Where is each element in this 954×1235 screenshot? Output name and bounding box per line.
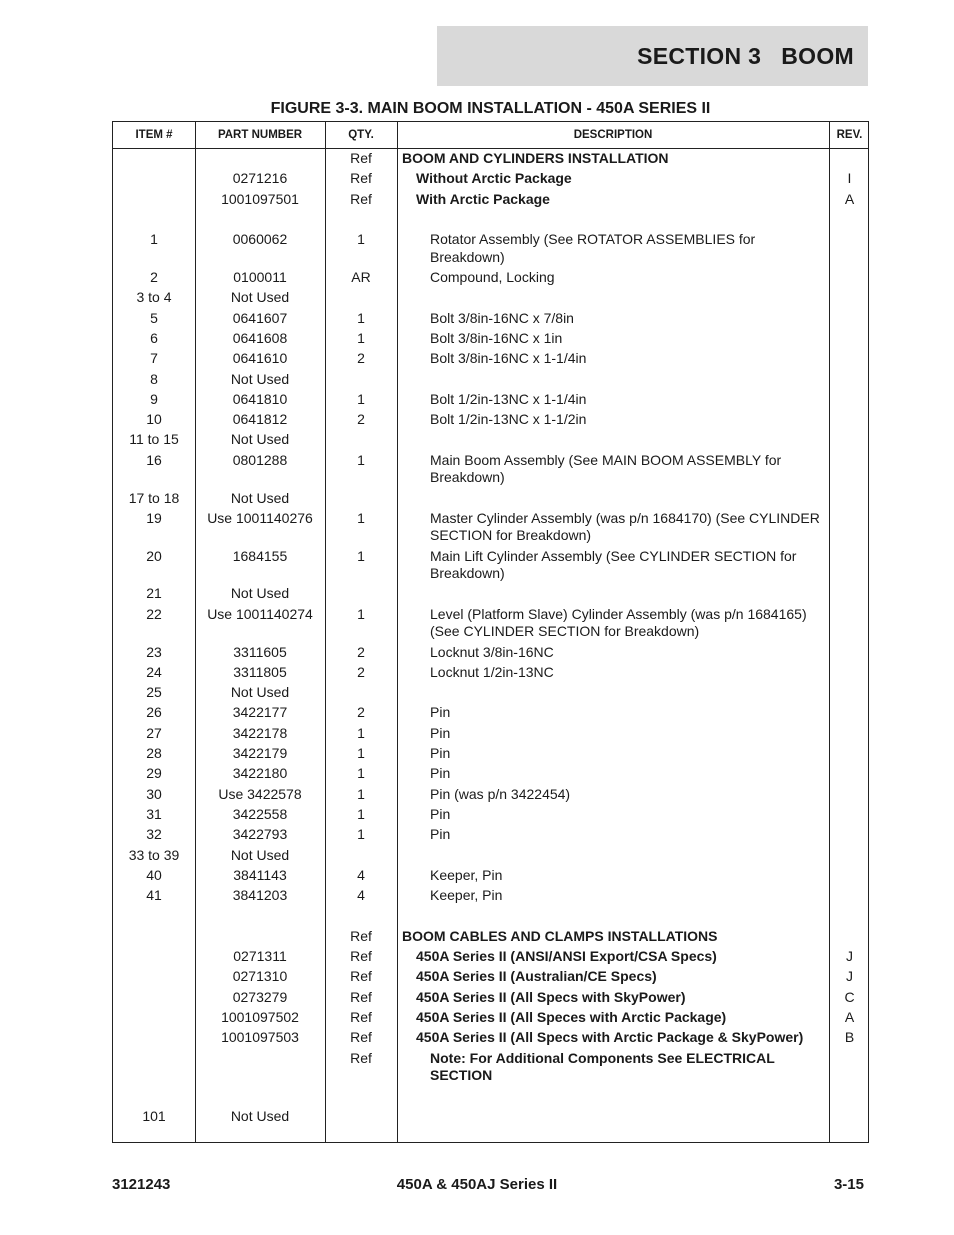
description-cell: Pin	[430, 704, 451, 721]
part-number-cell: 3422178	[232, 724, 288, 741]
item-cell: 17 to 18	[128, 489, 180, 506]
description-cell: BOOM CABLES AND CLAMPS INSTALLATIONS	[402, 927, 718, 944]
item-cell: 27	[146, 724, 162, 741]
part-number-cell: 0641810	[232, 390, 288, 407]
part-number-cell: 0271311	[233, 948, 287, 964]
qty-cell: 1	[357, 451, 365, 468]
description-cell: With Arctic Package	[416, 190, 550, 207]
description-cell: Pin	[430, 765, 451, 782]
description-cell: Bolt 3/8in-16NC x 1in	[430, 329, 563, 346]
item-cell: 41	[146, 887, 162, 904]
part-number-cell: Not Used	[230, 585, 290, 602]
part-number-cell: 3422179	[232, 745, 288, 761]
part-number-cell: 0641610	[232, 350, 288, 367]
item-cell: 5	[150, 309, 158, 326]
description-cell: Pin	[430, 826, 451, 843]
item-cell: 31	[146, 805, 162, 822]
column-header-description: DESCRIPTION	[573, 129, 653, 141]
qty-cell: Ref	[350, 968, 372, 985]
description-cell: Keeper, Pin	[430, 866, 503, 883]
qty-cell: 1	[357, 309, 365, 326]
description-cell: 450A Series II (All Specs with Arctic Package & SkyPower)	[416, 1029, 804, 1046]
description-cell: Locknut 1/2in-13NC	[430, 663, 554, 680]
qty-cell: Ref	[350, 150, 372, 166]
description-cell: Level (Platform Slave) Cylinder Assembly (was p/n 1684165) (See CYLINDER SECTION for Breakdown)	[430, 605, 807, 640]
part-number-cell: 1001097503	[221, 1029, 299, 1046]
description-cell: BOOM AND CYLINDERS INSTALLATION	[402, 150, 669, 166]
description-cell: Bolt 3/8in-16NC x 7/8in	[430, 309, 574, 326]
part-number-cell: 0641812	[232, 411, 288, 428]
part-number-cell: 0271216	[232, 170, 288, 187]
qty-cell: Ref	[350, 1049, 372, 1066]
part-number-cell: 3311805	[233, 663, 287, 680]
footer-model: 450A & 450AJ Series II	[396, 1176, 558, 1193]
item-cell: 26	[146, 704, 162, 721]
rev-cell: I	[847, 170, 852, 187]
part-number-cell: Use 3422578	[218, 785, 302, 802]
description-cell: 450A Series II (ANSI/ANSI Export/CSA Specs)	[416, 948, 717, 964]
column-header-rev: REV.	[836, 129, 863, 141]
part-number-cell: Not Used	[230, 684, 290, 701]
description-cell: Main Lift Cylinder Assembly (See CYLINDER SECTION for Breakdown)	[430, 547, 797, 582]
description-cell: Note: For Additional Components See ELECTRICAL SECTION	[430, 1049, 775, 1083]
part-number-cell: 0060062	[232, 231, 288, 248]
part-number-cell: Not Used	[230, 489, 290, 506]
part-number-cell: Not Used	[230, 370, 290, 387]
section-title: SECTION 3 BOOM	[637, 42, 854, 69]
description-cell: Bolt 1/2in-13NC x 1-1/4in	[430, 390, 587, 407]
item-cell: 22	[146, 605, 162, 622]
qty-cell: 4	[357, 866, 365, 883]
part-number-cell: 3841203	[232, 887, 288, 904]
description-cell: 450A Series II (Australian/CE Specs)	[416, 968, 657, 985]
part-number-cell: 3422180	[232, 765, 288, 782]
item-cell: 33 to 39	[128, 846, 180, 863]
rev-cell: A	[844, 1008, 855, 1025]
item-cell: 2	[150, 269, 158, 285]
part-number-cell: 1684155	[232, 547, 288, 564]
item-cell: 3 to 4	[136, 289, 172, 306]
column-header-part-number: PART NUMBER	[217, 129, 303, 141]
description-cell: Bolt 3/8in-16NC x 1-1/4in	[430, 350, 587, 367]
qty-cell: Ref	[350, 1008, 372, 1025]
rev-cell: C	[844, 988, 855, 1005]
footer-doc-number: 3121243	[112, 1176, 171, 1193]
item-cell: 7	[150, 350, 158, 367]
description-cell: Compound, Locking	[430, 269, 555, 285]
description-cell: Keeper, Pin	[430, 887, 503, 904]
part-number-cell: Not Used	[230, 431, 290, 448]
qty-cell: Ref	[350, 1029, 372, 1046]
item-cell: 21	[146, 585, 162, 602]
part-number-cell: Use 1001140274	[207, 605, 313, 622]
rev-cell: A	[844, 190, 855, 207]
item-cell: 25	[146, 684, 162, 701]
part-number-cell: 0271310	[232, 968, 288, 985]
part-number-cell: 0641608	[232, 329, 288, 346]
item-cell: 19	[146, 509, 162, 526]
item-cell: 40	[146, 866, 162, 883]
item-cell: 1	[150, 231, 158, 248]
item-cell: 10	[146, 411, 162, 428]
item-cell: 101	[142, 1107, 166, 1124]
qty-cell: 1	[357, 390, 365, 407]
qty-cell: Ref	[350, 190, 372, 207]
description-cell: 450A Series II (All Specs with SkyPower)	[416, 988, 686, 1005]
qty-cell: 1	[357, 805, 365, 822]
figure-title: FIGURE 3-3. MAIN BOOM INSTALLATION - 450A SERIES II	[270, 100, 711, 117]
qty-cell: AR	[351, 269, 371, 285]
description-cell: Master Cylinder Assembly (was p/n 1684170) (See CYLINDER SECTION for Breakdown)	[430, 509, 820, 544]
rev-cell: J	[846, 948, 853, 964]
qty-cell: 1	[357, 329, 365, 346]
qty-cell: 1	[357, 509, 365, 526]
part-number-cell: 3422793	[232, 826, 288, 843]
part-number-cell: 3422558	[232, 805, 288, 822]
description-cell: 450A Series II (All Speces with Arctic Package)	[416, 1008, 727, 1025]
qty-cell: 1	[357, 745, 365, 761]
column-header-qty: QTY.	[348, 129, 374, 141]
part-number-cell: 0273279	[232, 988, 288, 1005]
section-header	[437, 26, 868, 86]
item-cell: 29	[146, 765, 162, 782]
qty-cell: 2	[357, 411, 365, 428]
qty-cell: Ref	[350, 948, 372, 964]
qty-cell: Ref	[350, 170, 372, 187]
column-header-item: ITEM #	[135, 129, 173, 141]
qty-cell: 2	[357, 350, 365, 367]
qty-cell: 1	[357, 785, 365, 802]
item-cell: 6	[150, 329, 158, 346]
part-number-cell: Not Used	[230, 846, 290, 863]
item-cell: 11 to 15	[129, 431, 179, 448]
rev-cell: B	[844, 1029, 855, 1046]
qty-cell: 2	[357, 643, 365, 660]
rev-cell: J	[846, 968, 853, 985]
qty-cell: 2	[357, 663, 365, 680]
part-number-cell: 3841143	[233, 866, 287, 883]
part-number-cell: 3311605	[233, 643, 287, 660]
description-cell: Main Boom Assembly (See MAIN BOOM ASSEMBLY for Breakdown)	[430, 451, 782, 486]
qty-cell: 1	[357, 605, 365, 622]
item-cell: 23	[146, 643, 162, 660]
footer-page-number: 3-15	[833, 1176, 864, 1193]
part-number-cell: Not Used	[230, 289, 290, 306]
qty-cell: Ref	[350, 927, 372, 944]
item-cell: 16	[146, 451, 162, 468]
qty-cell: 1	[357, 826, 365, 843]
description-cell: Pin	[430, 724, 451, 741]
item-cell: 8	[150, 370, 158, 387]
description-cell: Pin	[430, 805, 451, 822]
qty-cell: 2	[357, 704, 365, 721]
description-cell: Bolt 1/2in-13NC x 1-1/2in	[430, 411, 587, 428]
item-cell: 20	[146, 547, 162, 564]
part-number-cell: 3422177	[232, 704, 288, 721]
description-cell: Rotator Assembly (See ROTATOR ASSEMBLIES for Breakdown)	[430, 231, 756, 265]
item-cell: 32	[146, 826, 162, 843]
part-number-cell: 0100011	[233, 269, 287, 285]
part-number-cell: 1001097501	[221, 190, 299, 207]
qty-cell: Ref	[350, 988, 372, 1005]
part-number-cell: 1001097502	[221, 1008, 299, 1025]
item-cell: 9	[150, 390, 158, 407]
description-cell: Without Arctic Package	[416, 170, 572, 187]
description-cell: Pin	[430, 745, 451, 761]
part-number-cell: Not Used	[230, 1107, 290, 1124]
part-number-cell: 0641607	[232, 309, 288, 326]
item-cell: 30	[146, 785, 162, 802]
parts-table	[112, 121, 869, 1143]
qty-cell: 1	[357, 765, 365, 782]
part-number-cell: 0801288	[232, 451, 288, 468]
description-cell: Locknut 3/8in-16NC	[430, 643, 554, 660]
qty-cell: 4	[357, 887, 365, 904]
description-cell: Pin (was p/n 3422454)	[430, 785, 571, 802]
item-cell: 24	[146, 663, 162, 680]
qty-cell: 1	[357, 231, 365, 248]
part-number-cell: Use 1001140276	[207, 509, 313, 526]
header-divider	[113, 148, 868, 149]
item-cell: 28	[146, 745, 162, 761]
qty-cell: 1	[357, 724, 365, 741]
qty-cell: 1	[357, 547, 365, 564]
